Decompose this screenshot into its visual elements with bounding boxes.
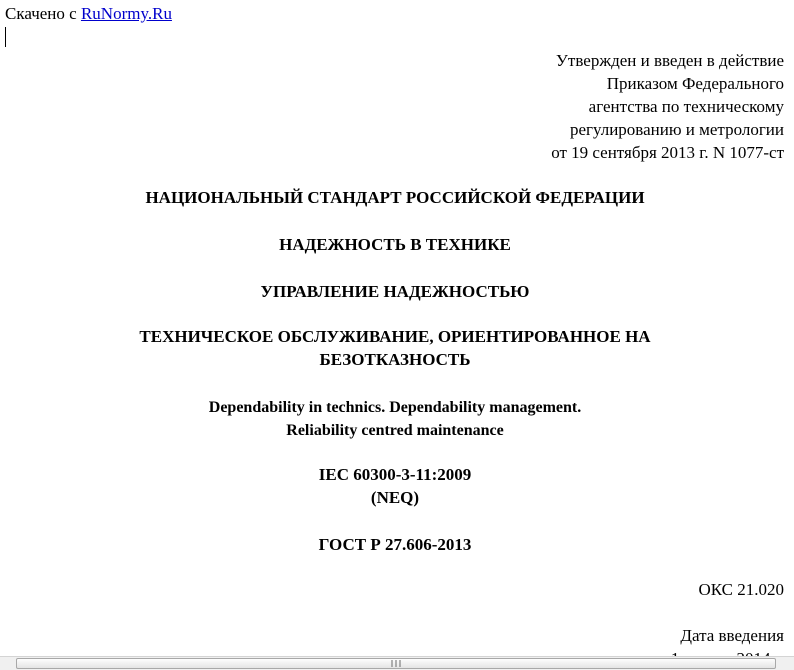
approval-line: от 19 сентября 2013 г. N 1077-ст xyxy=(551,143,784,162)
approval-line: Утвержден и введен в действие xyxy=(555,51,784,70)
subtitle-maintenance xyxy=(0,325,790,371)
source-link[interactable]: RuNormy.Ru xyxy=(80,4,172,23)
iec-reference xyxy=(0,463,790,509)
subtitle-dependability: НАДЕЖНОСТЬ В ТЕХНИКЕ xyxy=(279,235,511,254)
approval-line: агентства по техническому xyxy=(588,97,784,116)
subtitle-management: УПРАВЛЕНИЕ НАДЕЖНОСТЬЮ xyxy=(260,282,530,301)
subtitle-maintenance-line1: ТЕХНИЧЕСКОЕ ОБСЛУЖИВАНИЕ, ОРИЕНТИРОВАННОЕ НА xyxy=(139,327,651,346)
english-title-line1: Dependability in technics. Dependability management. xyxy=(208,399,582,416)
approval-line: регулированию и метрологии xyxy=(569,120,784,139)
approval-line: Приказом Федерального xyxy=(606,74,784,93)
grip-icon xyxy=(392,660,401,667)
subtitle-maintenance-line2: БЕЗОТКАЗНОСТЬ xyxy=(319,350,471,369)
approval-block xyxy=(551,49,784,164)
source-line xyxy=(5,4,172,24)
text-caret xyxy=(5,27,6,47)
introduction-date-label: Дата введения xyxy=(680,626,784,645)
iec-equivalence: (NEQ) xyxy=(370,488,420,507)
english-title xyxy=(0,396,790,442)
standard-title: НАЦИОНАЛЬНЫЙ СТАНДАРТ РОССИЙСКОЙ ФЕДЕРАЦИИ xyxy=(145,188,645,207)
gost-number: ГОСТ Р 27.606-2013 xyxy=(318,535,472,554)
scrollbar-thumb[interactable] xyxy=(16,658,776,669)
oks-code: ОКС 21.020 xyxy=(698,580,784,599)
source-prefix: Скачено с xyxy=(5,4,81,23)
iec-number: IEC 60300-3-11:2009 xyxy=(318,465,472,484)
english-title-line2: Reliability centred maintenance xyxy=(286,422,504,439)
horizontal-scrollbar[interactable] xyxy=(0,656,794,670)
